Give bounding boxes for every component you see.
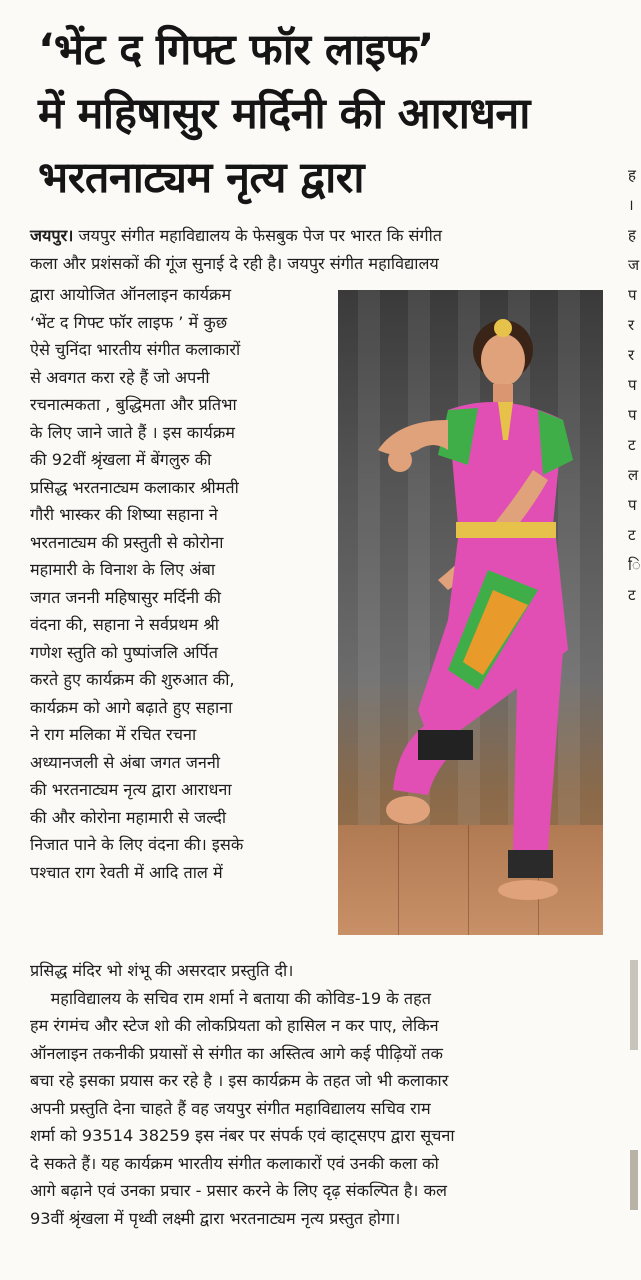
article-line: ‘भेंट द गिफ्ट फॉर लाइफ ’ में कुछ <box>30 312 228 332</box>
edge-fragment: प <box>628 406 637 424</box>
edge-fragment: प <box>628 286 637 304</box>
edge-fragment: ि <box>628 556 641 574</box>
article-bottom <box>30 957 608 1232</box>
article-line: महाविद्यालय के सचिव राम शर्मा ने बताया की कोविड-19 के तहत <box>30 988 431 1008</box>
article-line: कला और प्रशंसकों की गूंज सुनाई दे रही है। जयपुर संगीत महाविद्यालय <box>30 253 439 273</box>
article-line: की और कोरोना महामारी से जल्दी <box>30 807 227 827</box>
article-line: आगे बढ़ाने एवं उनका प्रचार - प्रसार करने के लिए दृढ़ संकल्पित है। कल <box>30 1181 447 1200</box>
neighbor-image-fragment <box>630 960 638 1050</box>
edge-fragment: ट <box>628 586 636 604</box>
article-line: के लिए जाने जाते हैं । इस कार्यक्रम <box>30 422 235 442</box>
article-column <box>30 281 320 886</box>
edge-fragment: ज <box>628 256 640 274</box>
headline-line-3: भरतनाट्यम नृत्य द्वारा <box>38 153 364 203</box>
article-line: 93वीं श्रृंखला में पृथ्वी लक्ष्मी द्वारा भरतनाट्यम नृत्य प्रस्तुत होगा। <box>30 1208 401 1228</box>
article-line: रचनात्मकता , बुद्धिमता और प्रतिभा <box>30 395 237 414</box>
article-line: हम रंगमंच और स्टेज शो की लोकप्रियता को हासिल न कर पाए, लेकिन <box>30 1016 439 1035</box>
article-line: गणेश स्तुति को पुष्पांजलि अर्पित <box>30 642 218 662</box>
article-line: द्वारा आयोजित ऑनलाइन कार्यक्रम <box>30 285 232 304</box>
article-line: की भरतनाट्यम नृत्य द्वारा आराधना <box>30 780 232 799</box>
edge-fragment: प <box>628 496 637 514</box>
article-line: गौरी भास्कर की शिष्या सहाना ने <box>30 505 218 524</box>
edge-fragment: ट <box>628 436 636 454</box>
article-line: वंदना की, सहाना ने सर्वप्रथम श्री <box>30 615 219 634</box>
headline-line-1: ‘भेंट द गिफ्ट फॉर लाइफ’ <box>38 25 434 75</box>
article-line: दे सकते हैं। यह कार्यक्रम भारतीय संगीत कलाकारों एवं उनकी कला को <box>30 1153 439 1173</box>
edge-fragment: ट <box>628 526 636 544</box>
article-line: भरतनाट्यम की प्रस्तुती से कोरोना <box>30 532 224 552</box>
article-line: की 92वीं श्रृंखला में बेंगलुरु की <box>30 450 212 469</box>
article-line: से अवगत करा रहे हैं जो अपनी <box>30 367 210 387</box>
article-line: अपनी प्रस्तुति देना चाहते हैं वह जयपुर संगीत महाविद्यालय सचिव राम <box>30 1098 431 1118</box>
article-line: प्रसिद्ध मंदिर भो शंभू की असरदार प्रस्तुति दी। <box>30 961 294 980</box>
article-line: महामारी के विनाश के लिए अंबा <box>30 560 216 579</box>
article-line: अध्यानजली से अंबा जगत जननी <box>30 752 221 772</box>
edge-fragment: । <box>628 196 634 214</box>
headline-line-2: में महिषासुर मर्दिनी की आराधना <box>38 89 530 139</box>
article-line: कार्यक्रम को आगे बढ़ाते हुए सहाना <box>30 697 233 717</box>
article-line: प्रसिद्ध भरतनाट्यम कलाकार श्रीमती <box>30 477 239 497</box>
edge-fragment: ह <box>628 166 636 184</box>
edge-fragment: ह <box>628 226 636 244</box>
article-top <box>30 222 608 277</box>
article-line: करते हुए कार्यक्रम की शुरुआत की, <box>30 670 235 689</box>
article-line: ऐसे चुनिंदा भारतीय संगीत कलाकारों <box>30 340 241 359</box>
article-line: जयपुर संगीत महाविद्यालय के फेसबुक पेज पर भारत कि संगीत <box>73 226 442 245</box>
article-line: पश्चात राग रेवती में आदि ताल में <box>30 862 223 882</box>
article-line: शर्मा को 93514 38259 इस नंबर पर संपर्क एवं व्हाट्सएप द्वारा सूचना <box>30 1126 455 1145</box>
article-line: बचा रहे इसका प्रयास कर रहे है । इस कार्यक्रम के तहत जो भी कलाकार <box>30 1071 449 1090</box>
edge-fragment: ल <box>628 466 639 484</box>
edge-fragment: प <box>628 376 637 394</box>
neighbor-column-fragments <box>628 160 641 820</box>
article-line: ने राग मलिका में रचित रचना <box>30 725 197 744</box>
neighbor-image-fragment <box>630 1150 638 1210</box>
edge-fragment: र <box>628 346 635 364</box>
edge-fragment: र <box>628 316 635 334</box>
article-line: निजात पाने के लिए वंदना की। इसके <box>30 835 244 854</box>
dateline: जयपुर। <box>30 226 74 245</box>
dancer-figure-icon <box>338 290 603 935</box>
dancer-photo <box>338 290 603 935</box>
article-line: ऑनलाइन तकनीकी प्रयासों से संगीत का अस्तित्व आगे कई पीढ़ियों तक <box>30 1043 443 1063</box>
article-line: जगत जननी महिषासुर मर्दिनी की <box>30 587 221 607</box>
headline <box>38 18 598 210</box>
